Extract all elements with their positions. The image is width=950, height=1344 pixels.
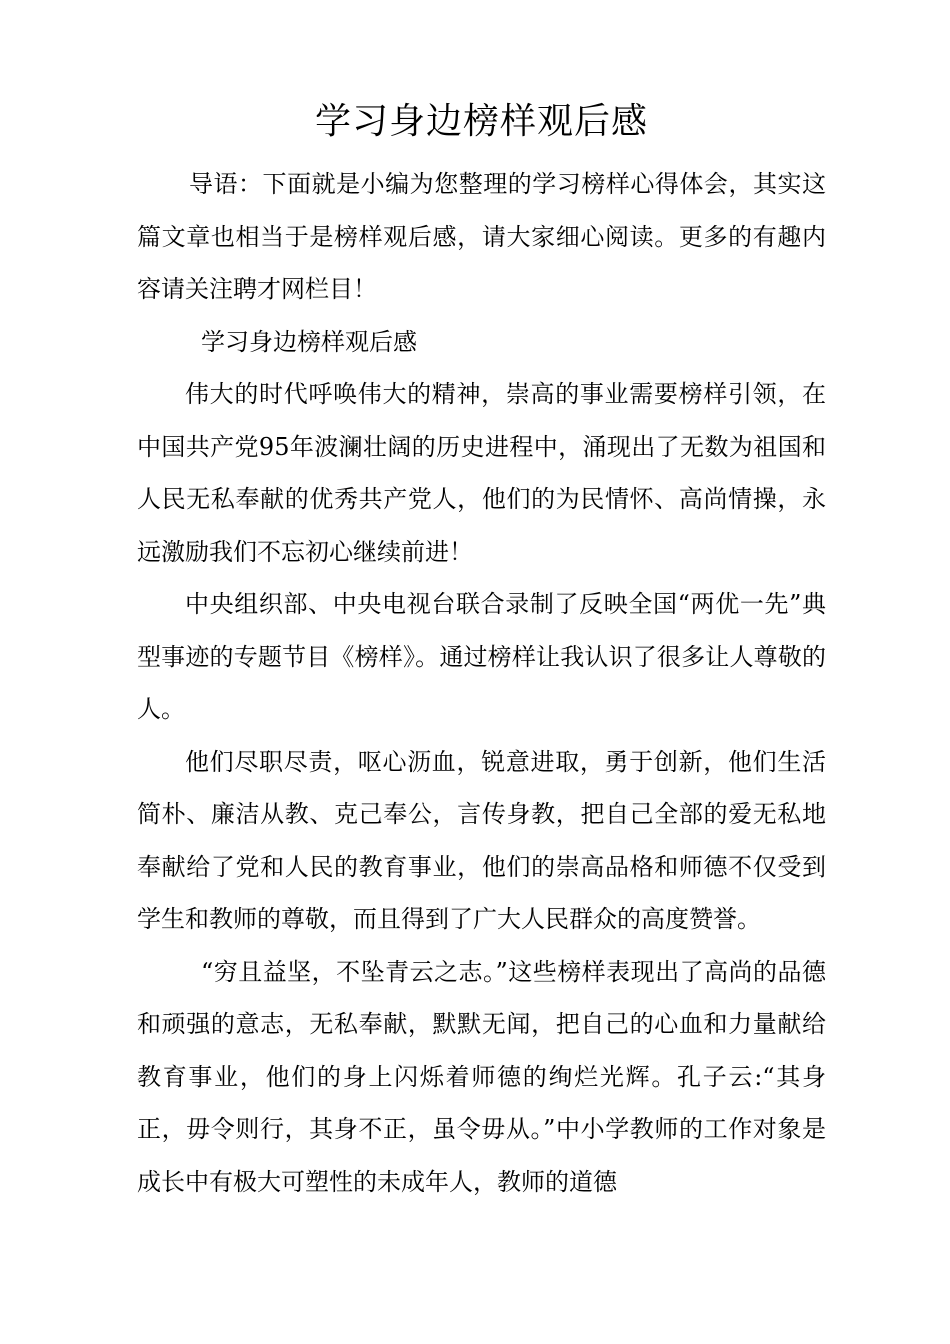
document-title: 学习身边榜样观后感 xyxy=(314,101,648,142)
body-paragraph: “穷且益坚，不坠青云之志。”这些榜样表现出了高尚的品德和顽强的意志，无私奉献，默默无闻，把自己的心血和力量献给教育事业，他们的身上闪烁着师德的绚烂光辉。孔子云:“其身正，毋令则行，其身不正，虽令毋从。”中小学教师的工作对象是成长中有极大可塑性的未成年人，教师的道德 xyxy=(137,957,826,1196)
intro-paragraph: 导语：下面就是小编为您整理的学习榜样心得体会，其实这篇文章也相当于是榜样观后感，请大家细心阅读。更多的有趣内容请关注聘才网栏目！ xyxy=(137,170,826,303)
body-paragraph: 他们尽职尽责，呕心沥血，锐意进取，勇于创新，他们生活简朴、廉洁从教、克己奉公，言传身教，把自己全部的爱无私地奉献给了党和人民的教育事业，他们的崇高品格和师德不仅受到学生和教师的尊敬，而且得到了广大人民群众的高度赞誉。 xyxy=(137,747,826,933)
subtitle-paragraph: 学习身边榜样观后感 xyxy=(201,327,417,356)
body-paragraph: 伟大的时代呼唤伟大的精神，崇高的事业需要榜样引领，在中国共产党95年波澜壮阔的历史进程中，涌现出了无数为祖国和人民无私奉献的优秀共产党人，他们的为民情怀、高尚情操，永远激励我们不忘初心继续前进！ xyxy=(137,380,826,566)
body-paragraph: 中央组织部、中央电视台联合录制了反映全国“两优一先”典型事迹的专题节目《榜样》。通过榜样让我认识了很多让人尊敬的人。 xyxy=(137,590,826,723)
